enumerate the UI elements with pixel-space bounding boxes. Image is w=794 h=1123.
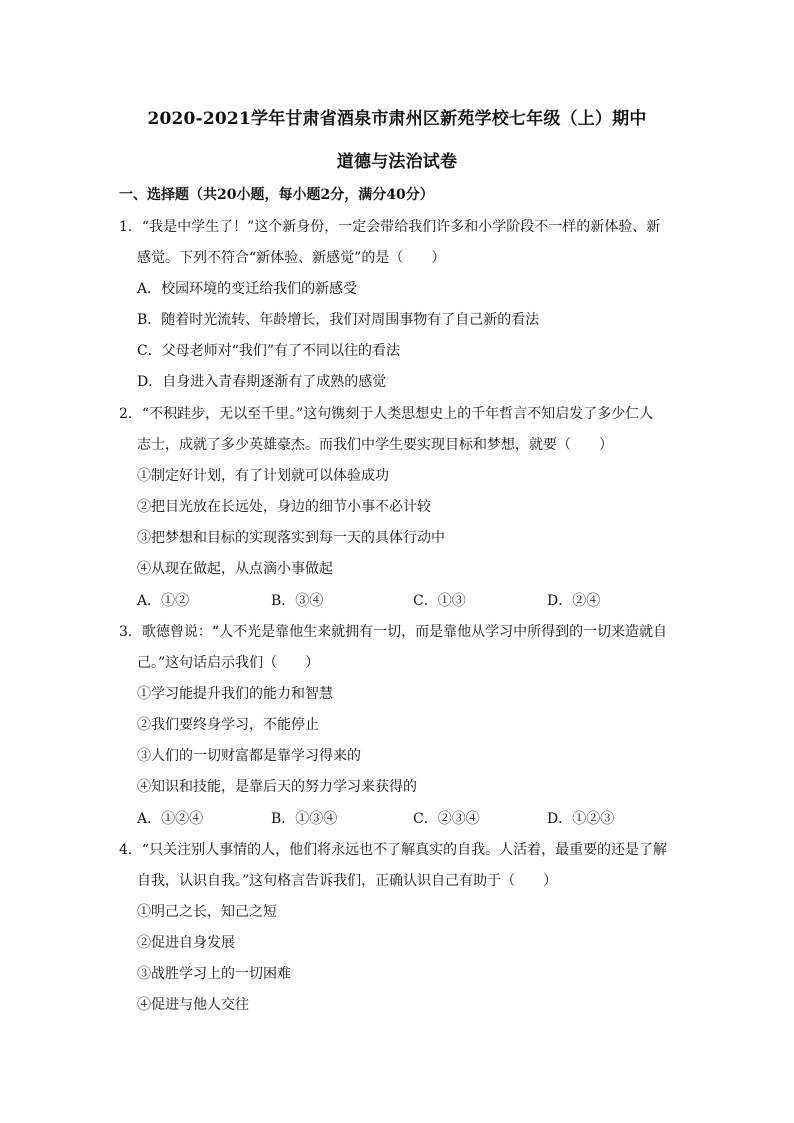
q1-option-d: D．自身进入青春期逐渐有了成熟的感觉 <box>137 374 387 390</box>
q2-option-d: D．②④ <box>547 593 601 609</box>
q2-statement-2: ②把目光放在长远处，身边的细节小事不必计较 <box>137 499 431 515</box>
q1-stem-line1: 1．“我是中学生了！”这个新身份，一定会带给我们许多和小学阶段不一样的新体验、新 <box>119 219 661 235</box>
q2-stem-line1: 2．“不积跬步，无以至千里。”这句镌刻于人类思想史上的千年哲言不知启发了多少仁人 <box>119 406 654 422</box>
q4-statement-4: ④促进与他人交往 <box>137 997 249 1013</box>
q2-statement-1: ①制定好计划，有了计划就可以体验成功 <box>137 468 389 484</box>
q3-option-a: A．①②④ <box>137 811 204 827</box>
q3-statement-4: ④知识和技能，是靠后天的努力学习来获得的 <box>137 779 417 795</box>
q3-option-c: C．②③④ <box>413 811 480 827</box>
q2-statement-4: ④从现在做起，从点滴小事做起 <box>137 561 333 577</box>
q4-stem-line1: 4．“只关注别人事情的人，他们将永远也不了解真实的自我。人活着，最重要的还是了解 <box>119 842 668 858</box>
q3-statement-2: ②我们要终身学习，不能停止 <box>137 717 319 733</box>
q4-statement-1: ①明己之长，知己之短 <box>137 904 277 920</box>
q4-stem-line2: 自我，认识自我。”这句格言告诉我们，正确认识自己有助于（ ） <box>137 873 558 889</box>
q3-option-b: B．①③④ <box>271 811 338 827</box>
q1-option-a: A．校园环境的变迁给我们的新感受 <box>137 281 358 297</box>
q3-option-d: D．①②③ <box>547 811 615 827</box>
q2-option-b: B．③④ <box>271 593 324 609</box>
q2-option-c: C．①③ <box>413 593 466 609</box>
q2-stem-line2: 志士，成就了多少英雄豪杰。而我们中学生要实现目标和梦想，就要（ ） <box>137 437 613 453</box>
q2-option-a: A．①② <box>137 593 190 609</box>
q3-stem-line1: 3．歌德曾说：“人不光是靠他生来就拥有一切，而是靠他从学习中所得到的一切来造就自 <box>119 624 668 640</box>
q4-statement-2: ②促进自身发展 <box>137 935 235 951</box>
q4-statement-3: ③战胜学习上的一切困难 <box>137 966 291 982</box>
q1-stem-line2: 感觉。下列不符合“新体验、新感觉”的是（ ） <box>137 250 446 266</box>
q1-option-b: B．随着时光流转、年龄增长，我们对周围事物有了自己新的看法 <box>137 312 540 328</box>
q3-stem-line2: 己。”这句话启示我们（ ） <box>137 655 320 671</box>
q1-option-c: C．父母老师对“我们”有了不同以往的看法 <box>137 343 401 359</box>
exam-title-line2: 道德与法治试卷 <box>336 152 458 172</box>
q3-statement-1: ①学习能提升我们的能力和智慧 <box>137 686 333 702</box>
q2-statement-3: ③把梦想和目标的实现落实到每一天的具体行动中 <box>137 530 445 546</box>
section-heading: 一、选择题（共20小题，每小题2分，满分40分） <box>119 187 434 203</box>
q3-statement-3: ③人们的一切财富都是靠学习得来的 <box>137 748 361 764</box>
exam-title-line1: 2020-2021学年甘肃省酒泉市肃州区新苑学校七年级（上）期中 <box>147 109 647 129</box>
